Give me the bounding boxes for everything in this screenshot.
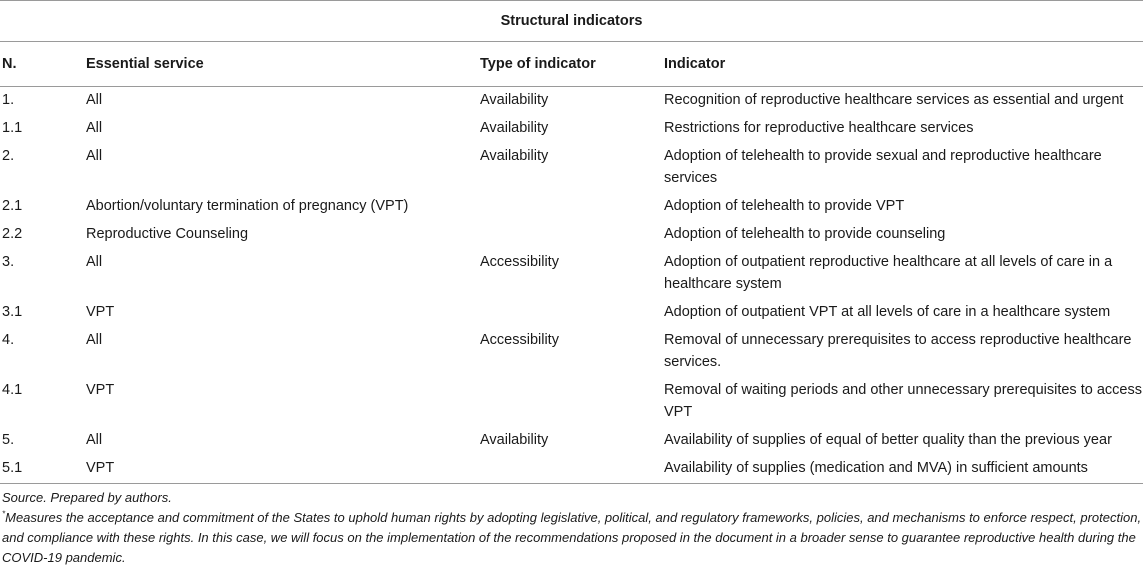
source-note: Source. Prepared by authors.: [2, 490, 172, 505]
footnote-text: Measures the acceptance and commitment of the States to uphold human rights by adopting legislative, political, and regulatory frameworks, policies, and mechanisms to enforce respect, protection, and compliance with these rights. In this case, we will focus on the implementation of the recommendations proposed in the document in a broader sense to guarantee reproductive health during the COVID-19 pandemic.: [2, 510, 1142, 565]
cell-type-of-indicator: Availability: [480, 120, 549, 136]
cell-type-of-indicator: [478, 455, 662, 484]
table-notes: [0, 484, 1143, 568]
cell-essential-service: Reproductive Counseling: [86, 226, 249, 242]
footnote-mark: *: [2, 509, 6, 519]
cell-indicator: Availability of supplies (medication and MVA) in sufficient amounts: [662, 455, 1143, 484]
cell-essential-service: VPT: [86, 382, 115, 398]
cell-number: 2.2: [2, 226, 23, 242]
cell-number: 2.: [2, 148, 15, 164]
cell-essential-service: VPT: [84, 455, 478, 484]
cell-essential-service: Abortion/voluntary termination of pregnancy (VPT): [86, 198, 409, 214]
cell-indicator: Adoption of telehealth to provide VPT: [664, 198, 905, 214]
cell-number: 4.1: [2, 382, 23, 398]
cell-type-of-indicator: Accessibility: [480, 332, 559, 348]
cell-number: 3.1: [2, 304, 23, 320]
footnote: [2, 508, 1143, 568]
table-row: [0, 299, 1143, 327]
cell-type-of-indicator: [478, 377, 662, 427]
table-row: [0, 327, 1143, 377]
cell-indicator: Removal of unnecessary prerequisites to access reproductive healthcare services.: [664, 332, 1132, 370]
table-row: [0, 143, 1143, 193]
table-row: [0, 193, 1143, 221]
cell-number: 5.: [2, 432, 15, 448]
cell-indicator: Restrictions for reproductive healthcare services: [664, 120, 974, 136]
cell-indicator: Removal of waiting periods and other unnecessary prerequisites to access VPT: [664, 382, 1142, 420]
cell-number: 4.: [2, 332, 15, 348]
cell-number: 5.1: [0, 455, 84, 484]
cell-type-of-indicator: Availability: [480, 92, 549, 108]
cell-indicator: Adoption of outpatient reproductive healthcare at all levels of care in a healthcare system: [664, 254, 1113, 292]
table-row: [0, 455, 1143, 484]
cell-essential-service: All: [86, 92, 103, 108]
cell-type-of-indicator: Accessibility: [480, 254, 559, 270]
table-row: [0, 377, 1143, 427]
cell-indicator: Recognition of reproductive healthcare services as essential and urgent: [664, 92, 1124, 108]
cell-number: 3.: [2, 254, 15, 270]
table-row: [0, 249, 1143, 299]
cell-essential-service: All: [86, 432, 103, 448]
cell-type-of-indicator: Availability: [480, 148, 549, 164]
table-title: Structural indicators: [0, 1, 1143, 42]
table-row: [0, 221, 1143, 249]
cell-essential-service: All: [86, 120, 103, 136]
header-essential-service: Essential service: [84, 42, 478, 87]
cell-indicator: Adoption of outpatient VPT at all levels of care in a healthcare system: [664, 304, 1111, 320]
cell-essential-service: VPT: [86, 304, 115, 320]
cell-type-of-indicator: Availability: [480, 432, 549, 448]
cell-type-of-indicator: [478, 193, 662, 221]
table-title-row: [0, 1, 1143, 42]
table-row: [0, 115, 1143, 143]
cell-number: 1.: [2, 92, 15, 108]
header-indicator: Indicator: [662, 42, 1143, 87]
table-row: [0, 87, 1143, 116]
cell-number: 1.1: [2, 120, 23, 136]
cell-number: 2.1: [2, 198, 23, 214]
cell-type-of-indicator: [478, 221, 662, 249]
cell-essential-service: All: [86, 254, 103, 270]
cell-essential-service: All: [86, 332, 103, 348]
table-header-row: [0, 42, 1143, 87]
header-type-of-indicator: Type of indicator: [478, 42, 662, 87]
table-row: [0, 427, 1143, 455]
cell-essential-service: All: [86, 148, 103, 164]
cell-indicator: Adoption of telehealth to provide counseling: [664, 226, 946, 242]
table-body: [0, 87, 1143, 484]
cell-indicator: Availability of supplies of equal of better quality than the previous year: [664, 432, 1112, 448]
header-number: N.: [0, 42, 84, 87]
cell-indicator: Adoption of telehealth to provide sexual and reproductive healthcare services: [664, 148, 1102, 186]
cell-type-of-indicator: [478, 299, 662, 327]
